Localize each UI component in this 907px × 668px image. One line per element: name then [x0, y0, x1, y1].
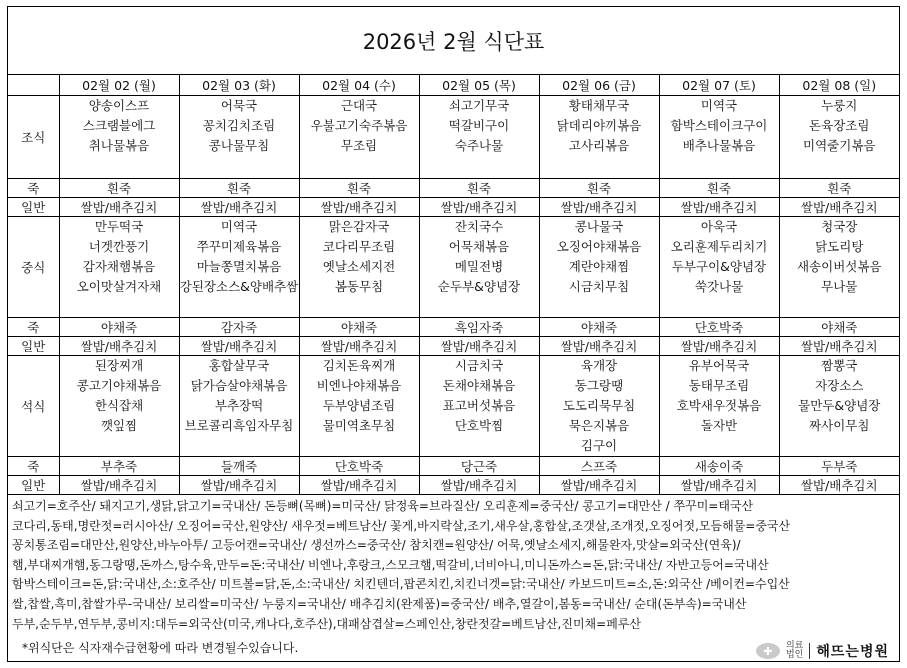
corner-cell — [8, 75, 59, 96]
porridge-cell: 단호박죽 — [299, 457, 419, 476]
dish-item: 호박새우젓볶음 — [676, 398, 762, 413]
dish-cell — [539, 217, 659, 318]
meal-row — [8, 217, 899, 318]
day-header-row — [8, 75, 899, 96]
porridge-cell: 부추죽 — [59, 457, 179, 476]
regular-cell: 쌀밥/배추김치 — [419, 198, 539, 217]
dish-item: 마늘쫑멸치볶음 — [196, 259, 282, 274]
dish-item: 된장찌개 — [94, 358, 144, 373]
dish-item: 홍합살무국 — [208, 358, 270, 373]
dish-cell — [539, 356, 659, 457]
regular-cell: 쌀밥/배추김치 — [299, 337, 419, 356]
logo-name: 해뜨는병원 — [816, 644, 889, 660]
dish-item: 육개장 — [580, 358, 618, 373]
regular-label: 일반 — [8, 476, 59, 495]
dish-item: 김구이 — [580, 438, 618, 453]
dish-item: 동태무조림 — [688, 378, 750, 393]
dish-cell — [419, 356, 539, 457]
dish-item: 콩나물무침 — [208, 138, 270, 153]
dish-item: 콩나물국 — [574, 219, 624, 234]
porridge-cell: 야채죽 — [539, 318, 659, 337]
porridge-cell: 야채죽 — [779, 318, 899, 337]
dish-cell — [659, 356, 779, 457]
regular-cell: 쌀밥/배추김치 — [179, 476, 299, 495]
meal-row — [8, 356, 899, 457]
regular-cell: 쌀밥/배추김치 — [659, 198, 779, 217]
dish-item: 오징어야채볶음 — [556, 239, 642, 254]
dish-item: 짬뽕국 — [821, 358, 858, 373]
dish-item: 표고버섯볶음 — [442, 398, 516, 413]
day-header: 02월 05 (목) — [419, 75, 539, 96]
dish-item: 미역줄기볶음 — [803, 138, 876, 153]
dish-item: 새송이버섯볶음 — [796, 259, 882, 274]
porridge-label: 죽 — [8, 457, 59, 476]
meal-label: 조식 — [8, 96, 59, 179]
dish-item: 미역국 — [220, 219, 258, 234]
hospital-logo — [756, 641, 889, 661]
dish-item: 유부어묵국 — [688, 358, 750, 373]
porridge-label: 죽 — [8, 179, 59, 198]
dish-item: 잔치국수 — [454, 219, 504, 234]
dish-item: 동그랑땡 — [574, 378, 624, 393]
day-header: 02월 07 (토) — [659, 75, 779, 96]
regular-cell: 쌀밥/배추김치 — [179, 337, 299, 356]
regular-cell: 쌀밥/배추김치 — [539, 337, 659, 356]
porridge-row — [8, 179, 899, 198]
dish-item: 콩고기야채볶음 — [76, 378, 162, 393]
porridge-cell: 흰죽 — [299, 179, 419, 198]
dish-item: 짜사이무침 — [809, 418, 870, 433]
dish-item: 숙주나물 — [454, 138, 504, 153]
dish-cell — [539, 96, 659, 179]
disclaimer-note: *위식단은 식자재수급현황에 따라 변경될수있습니다. — [22, 641, 299, 655]
logo-corp-label — [786, 642, 803, 660]
regular-cell: 쌀밥/배추김치 — [59, 198, 179, 217]
dish-item: 단호박찜 — [454, 418, 504, 433]
porridge-cell: 야채죽 — [299, 318, 419, 337]
porridge-cell: 흑임자죽 — [419, 318, 539, 337]
porridge-row — [8, 318, 899, 337]
regular-label: 일반 — [8, 198, 59, 217]
meal-row — [8, 96, 899, 179]
dish-item: 깻잎찜 — [100, 418, 138, 433]
regular-cell: 쌀밥/배추김치 — [779, 198, 899, 217]
dish-item: 황태채무국 — [568, 98, 630, 113]
dish-cell — [299, 356, 419, 457]
porridge-cell: 들깨죽 — [179, 457, 299, 476]
regular-cell: 쌀밥/배추김치 — [779, 337, 899, 356]
dish-cell — [779, 217, 899, 318]
porridge-cell: 흰죽 — [59, 179, 179, 198]
dish-item: 청국장 — [821, 219, 858, 234]
dish-cell — [299, 96, 419, 179]
dish-item: 배추나물볶음 — [682, 138, 756, 153]
dish-item: 강된장소스&양배추쌈 — [179, 279, 299, 294]
dish-item: 아욱국 — [700, 219, 738, 234]
regular-row — [8, 476, 899, 495]
porridge-cell: 단호박죽 — [659, 318, 779, 337]
dish-item: 우불고기숙주볶음 — [310, 118, 408, 133]
porridge-cell: 새송이죽 — [659, 457, 779, 476]
dish-item: 함박스테이크구이 — [670, 118, 768, 133]
dish-cell — [59, 356, 179, 457]
dish-item: 오이맛살겨자채 — [76, 279, 162, 294]
day-header: 02월 03 (화) — [179, 75, 299, 96]
regular-row — [8, 198, 899, 217]
regular-cell: 쌀밥/배추김치 — [539, 198, 659, 217]
dish-cell — [659, 217, 779, 318]
meal-label: 석식 — [8, 356, 59, 457]
meal-table — [8, 75, 899, 495]
porridge-cell: 야채죽 — [59, 318, 179, 337]
dish-item: 쭈꾸미제육볶음 — [196, 239, 282, 254]
logo-corp-line1: 의료 — [785, 641, 804, 651]
day-header: 02월 06 (금) — [539, 75, 659, 96]
dish-item: 양송이스프 — [88, 98, 150, 113]
dish-item: 브로콜리흑임자무침 — [184, 418, 294, 433]
day-header: 02월 04 (수) — [299, 75, 419, 96]
dish-item: 미역국 — [700, 98, 738, 113]
dish-cell — [659, 96, 779, 179]
dish-item: 두부양념조림 — [322, 398, 396, 413]
porridge-cell: 흰죽 — [179, 179, 299, 198]
regular-cell: 쌀밥/배추김치 — [419, 337, 539, 356]
origin-notes — [12, 497, 897, 634]
dish-item: 떡갈비구이 — [448, 118, 510, 133]
regular-cell: 쌀밥/배추김치 — [299, 476, 419, 495]
dish-item: 꽁치김치조림 — [202, 118, 276, 133]
origin-note-line: 햄,부대찌개햄,동그랑땡,돈까스,탕수육,만두=돈:국내산/ 비엔나,후랑크,스모크햄,떡갈비,너비아니,미니돈까스=돈,닭:국내산/ 자반고등어=국내산 — [12, 557, 769, 572]
dish-cell — [779, 356, 899, 457]
dish-item: 닭도리탕 — [815, 239, 864, 254]
regular-cell: 쌀밥/배추김치 — [659, 337, 779, 356]
dish-item: 무나물 — [821, 279, 858, 294]
page-title: 2026년 2월 식단표 — [8, 7, 899, 75]
hospital-logo-icon: ✚ — [756, 643, 780, 659]
origin-note-line: 쌀,찹쌀,흑미,찹쌀가루-국내산/ 보리쌀=미국산/ 누룽지=국내산/ 배추김치(완제품)=중국산/ 배추,열갈이,봄동=국내산/ 순대(돈부속)=국내산 — [12, 596, 747, 611]
dish-item: 시금치국 — [454, 358, 504, 373]
dish-item: 쇠고기무국 — [448, 98, 510, 113]
regular-cell: 쌀밥/배추김치 — [539, 476, 659, 495]
dish-item: 무조림 — [340, 138, 378, 153]
dish-item: 물만두&양념장 — [798, 398, 881, 413]
dish-item: 스크램블에그 — [82, 118, 156, 133]
porridge-cell: 흰죽 — [419, 179, 539, 198]
dish-item: 메밀전병 — [454, 259, 504, 274]
porridge-cell: 두부죽 — [779, 457, 899, 476]
dish-item: 봄동무침 — [334, 279, 384, 294]
origin-note-line: 꽁치통조림=대만산,원양산,바누아투/ 고등어캔=국내산/ 생선까스=중국산/ 참치캔=원양산/ 어묵,옛날소세지,해물완자,맛살=외국산(연육)/ — [12, 538, 741, 553]
dish-item: 비엔나야채볶음 — [316, 378, 402, 393]
porridge-label: 죽 — [8, 318, 59, 337]
dish-item: 코다리무조림 — [322, 239, 396, 254]
porridge-cell: 당근죽 — [419, 457, 539, 476]
regular-cell: 쌀밥/배추김치 — [59, 337, 179, 356]
regular-cell: 쌀밥/배추김치 — [59, 476, 179, 495]
dish-item: 돈육장조림 — [809, 118, 870, 133]
dish-item: 묵은지볶음 — [568, 418, 630, 433]
dish-item: 고사리볶음 — [568, 138, 630, 153]
origin-note-line: 쇠고기=호주산/ 돼지고기,생닭,닭고기=국내산/ 돈등뼈(목뼈)=미국산/ 닭정육=브라질산/ 오리훈제=중국산/ 콩고기=대만산 / 쭈꾸미=태국산 — [12, 499, 754, 513]
dish-item: 닭가슴살야채볶음 — [190, 378, 288, 393]
dish-cell — [59, 217, 179, 318]
dish-item: 누룽지 — [821, 98, 858, 113]
origin-note-line: 두부,순두부,연두부,콩비지:대두=외국산(미국,캐나다,호주산),대패삼겹살=스페인산,창란젓갈=베트남산,진미채=페루산 — [12, 616, 641, 631]
dish-cell — [179, 217, 299, 318]
dish-cell — [419, 96, 539, 179]
logo-corp-line2: 법인 — [785, 650, 804, 660]
dish-cell — [419, 217, 539, 318]
menu-sheet — [7, 6, 900, 662]
dish-item: 자장소스 — [815, 378, 864, 393]
dish-item: 닭데리야끼볶음 — [556, 118, 642, 133]
dish-item: 만두떡국 — [94, 219, 144, 234]
logo-divider — [809, 643, 810, 659]
dish-cell — [299, 217, 419, 318]
dish-item: 한식잡채 — [94, 398, 144, 413]
regular-row — [8, 337, 899, 356]
origin-note-line: 함박스테이크=돈,닭:국내산,소:호주산/ 미트볼=닭,돈,소:국내산/ 치킨텐더,팝콘치킨,치킨너겟=닭:국내산/ 카보드미트=소,돈:외국산 /베이컨=수입산 — [12, 577, 790, 592]
dish-item: 근대국 — [340, 98, 378, 113]
porridge-cell: 감자죽 — [179, 318, 299, 337]
day-header: 02월 08 (일) — [779, 75, 899, 96]
regular-cell: 쌀밥/배추김치 — [659, 476, 779, 495]
regular-cell: 쌀밥/배추김치 — [179, 198, 299, 217]
dish-item: 계란야채찜 — [568, 259, 630, 274]
dish-item: 시금치무침 — [568, 279, 630, 294]
dish-item: 너겟깐풍기 — [88, 239, 150, 254]
dish-item: 취나물볶음 — [88, 138, 150, 153]
meal-label: 중식 — [8, 217, 59, 318]
dish-cell — [59, 96, 179, 179]
porridge-cell: 흰죽 — [779, 179, 899, 198]
dish-item: 옛날소세지전 — [322, 259, 396, 274]
dish-item: 어묵국 — [220, 98, 258, 113]
porridge-cell: 흰죽 — [539, 179, 659, 198]
dish-item: 부추장떡 — [214, 398, 264, 413]
dish-cell — [779, 96, 899, 179]
dish-item: 순두부&양념장 — [437, 279, 521, 294]
dish-item: 김치돈육찌개 — [322, 358, 396, 373]
meal-body — [8, 96, 899, 495]
dish-item: 맑은감자국 — [328, 219, 390, 234]
dish-item: 돌자반 — [700, 418, 738, 433]
regular-cell: 쌀밥/배추김치 — [299, 198, 419, 217]
regular-label: 일반 — [8, 337, 59, 356]
day-header: 02월 02 (월) — [59, 75, 179, 96]
dish-item: 어묵채볶음 — [448, 239, 510, 254]
dish-item: 돈채야채볶음 — [442, 378, 516, 393]
porridge-row — [8, 457, 899, 476]
dish-cell — [179, 96, 299, 179]
regular-cell: 쌀밥/배추김치 — [779, 476, 899, 495]
dish-item: 오리훈제두리치기 — [670, 239, 768, 254]
porridge-cell: 스프죽 — [539, 457, 659, 476]
dish-item: 감자채햄볶음 — [82, 259, 156, 274]
dish-item: 두부구이&양념장 — [671, 259, 767, 274]
regular-cell: 쌀밥/배추김치 — [419, 476, 539, 495]
dish-cell — [179, 356, 299, 457]
origin-note-line: 코다리,동태,명란젓=러시아산/ 오징어=국산,원양산/ 새우젓=베트남산/ 꽃게,바지락살,조기,새우살,홍합살,조갯살,조개젓,오징어젓,모듬해물=중국산 — [12, 518, 791, 533]
dish-item: 쑥갓나물 — [694, 279, 744, 294]
dish-item: 물미역초무침 — [322, 418, 396, 433]
dish-item: 도도리묵무침 — [562, 398, 636, 413]
porridge-cell: 흰죽 — [659, 179, 779, 198]
